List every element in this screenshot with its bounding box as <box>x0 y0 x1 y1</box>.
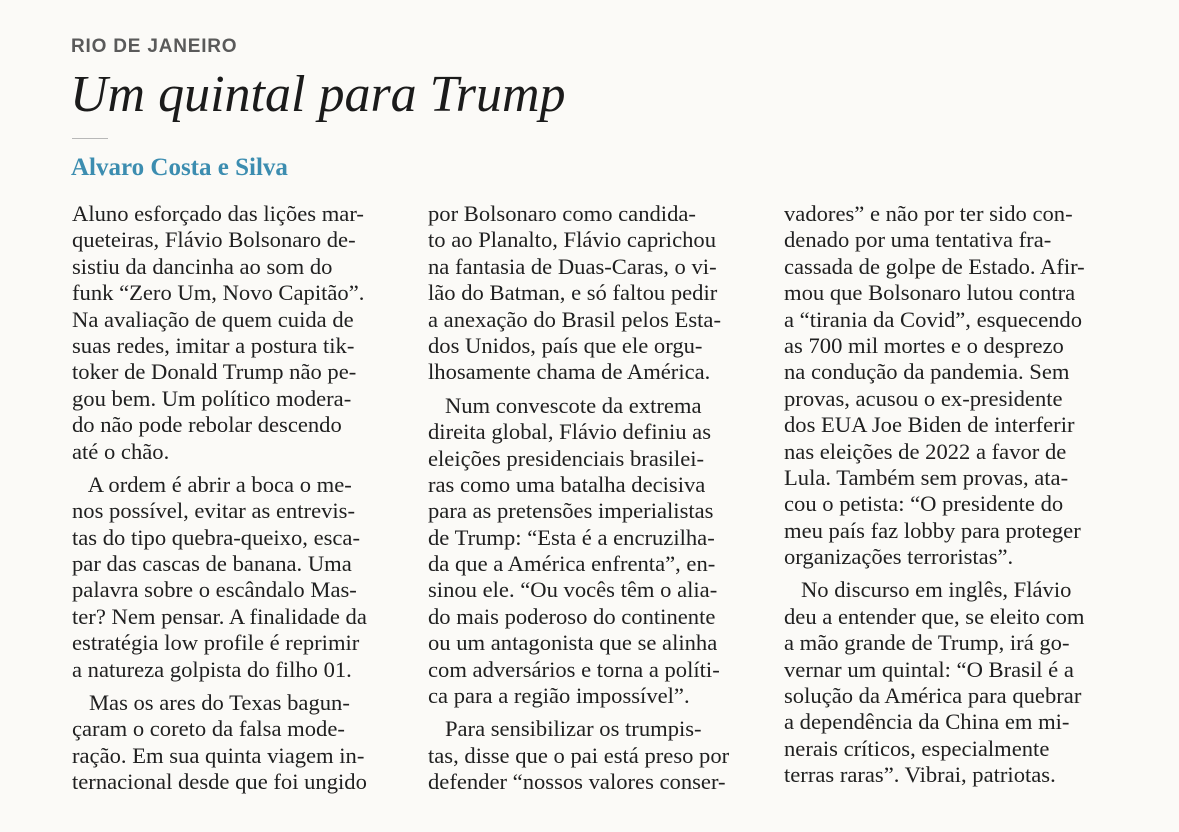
article-text-line: direita global, Flávio definiu as <box>428 419 711 445</box>
article-text-line: çaram o coreto da falsa mode- <box>72 716 345 742</box>
article-text-line: par das cascas de banana. Uma <box>72 551 352 577</box>
article-text-line: Mas os ares do Texas bagun- <box>72 690 350 716</box>
article-text-line: denado por uma tentativa fra- <box>784 227 1052 253</box>
article-text-line: eleições presidenciais brasilei- <box>428 445 705 471</box>
paragraph-break <box>428 709 758 716</box>
article-text-line: sistiu da dancinha ao som do <box>72 253 333 279</box>
article-text-line: tas, disse que o pai está preso por <box>428 742 730 768</box>
article-text-line: lhosamente chama de América. <box>428 359 711 385</box>
article-text-line: Aluno esforçado das lições mar- <box>72 201 364 226</box>
article-text-line: No discurso em inglês, Flávio <box>784 577 1072 603</box>
article-text-line: terras raras”. Vibrai, patriotas. <box>784 762 1056 788</box>
article-text-line: palavra sobre o escândalo Mas- <box>72 577 357 603</box>
text-column-2 <box>428 201 758 796</box>
article-text-line: solução da América para quebrar <box>784 683 1082 709</box>
article-text-line: com adversários e torna a políti- <box>428 656 720 682</box>
article-text-line: nerais críticos, especialmente <box>784 735 1050 761</box>
article-text-line: Num convescote da extrema <box>428 392 702 418</box>
author-byline: Alvaro Costa e Silva <box>71 154 288 181</box>
text-column-1 <box>72 201 402 796</box>
article-text-line: para as pretensões imperialistas <box>428 498 714 524</box>
article-text-line: toker de Donald Trump não pe- <box>72 359 357 385</box>
article-text-line: Lula. Também sem provas, ata- <box>784 464 1069 490</box>
article-text-line: suas redes, imitar a postura tik- <box>72 332 355 358</box>
article-text-line: ternacional desde que foi ungido <box>72 769 367 795</box>
article-text-line: ou um antagonista que se alinha <box>428 630 718 656</box>
article-text-line: provas, acusou o ex-presidente <box>784 385 1063 411</box>
article-text-line: ras como uma batalha decisiva <box>428 471 706 497</box>
article-text-line: até o chão. <box>72 438 170 464</box>
article-text-line: cassada de golpe de Estado. Afir- <box>784 253 1085 279</box>
article-text-line: queteiras, Flávio Bolsonaro de- <box>72 227 356 253</box>
article-text-line: Para sensibilizar os trumpis- <box>428 716 702 742</box>
article-text-line: vernar um quintal: “O Brasil é a <box>784 656 1074 682</box>
article-text-line: sinou ele. “Ou vocês têm o alia- <box>428 577 718 603</box>
article-text-line: por Bolsonaro como candida- <box>428 201 696 226</box>
article-text-line: do não pode rebolar descendo <box>72 412 342 438</box>
article-text-line: a dependência da China em mi- <box>784 709 1070 735</box>
article-headline: Um quintal para Trump <box>70 66 566 123</box>
article-text-line: as 700 mil mortes e o desprezo <box>784 332 1064 358</box>
article-text-line: vadores” e não por ter sido con- <box>784 201 1073 226</box>
article-text-line: dos Unidos, país que ele orgu- <box>428 332 703 358</box>
article-text-line: cou o petista: “O presidente do <box>784 491 1064 517</box>
article-text-line: A ordem é abrir a boca o me- <box>72 471 352 497</box>
article-text-line: ter? Nem pensar. A finalidade da <box>72 603 367 629</box>
paragraph-break <box>784 570 1116 577</box>
article-text-line: ração. Em sua quinta viagem in- <box>72 742 365 768</box>
article-text-line: tas do tipo quebra-queixo, esca- <box>72 524 360 550</box>
article-text-line: nos possível, evitar as entrevis- <box>72 498 355 524</box>
article-text-line: Na avaliação de quem cuida de <box>72 306 354 332</box>
article-text-line: to ao Planalto, Flávio caprichou <box>428 227 717 253</box>
article-text-line: lão do Batman, e só faltou pedir <box>428 280 718 306</box>
article-text-line: estratégia low profile é reprimir <box>72 630 360 656</box>
article-text-line: na fantasia de Duas-Caras, o vi- <box>428 253 717 279</box>
article-text-line: a natureza golpista do filho 01. <box>72 656 352 682</box>
article-text-line: da que a América enfrenta”, en- <box>428 551 716 577</box>
article-text-line: na condução da pandemia. Sem <box>784 359 1070 385</box>
article-text-line: defender “nossos valores conser- <box>428 769 726 795</box>
article-text-line: deu a entender que, se eleito com <box>784 603 1085 629</box>
paragraph-break <box>72 465 402 472</box>
article-text-line: de Trump: “Esta é a encruzilha- <box>428 524 715 550</box>
article-text-line: a mão grande de Trump, irá go- <box>784 630 1070 656</box>
article-text-line: ca para a região impossível”. <box>428 683 690 709</box>
article-text-line: a “tirania da Covid”, esquecendo <box>784 306 1082 332</box>
paragraph-break <box>428 386 758 393</box>
article-text-line: organizações terroristas”. <box>784 544 1014 570</box>
text-column-3 <box>784 201 1116 789</box>
article-text-line: do mais poderoso do continente <box>428 603 716 629</box>
article-text-line: nas eleições de 2022 a favor de <box>784 438 1067 464</box>
article-text-line: gou bem. Um político modera- <box>72 385 352 411</box>
article-text-line: funk “Zero Um, Novo Capitão”. <box>72 280 365 306</box>
paragraph-break <box>72 683 402 690</box>
article-text-line: dos EUA Joe Biden de interferir <box>784 412 1075 438</box>
article-text-line: meu país faz lobby para proteger <box>784 517 1081 543</box>
article-text-line: a anexação do Brasil pelos Esta- <box>428 306 721 332</box>
article-text-line: mou que Bolsonaro lutou contra <box>784 280 1076 306</box>
section-kicker: RIO DE JANEIRO <box>71 36 238 57</box>
headline-divider <box>72 138 108 139</box>
